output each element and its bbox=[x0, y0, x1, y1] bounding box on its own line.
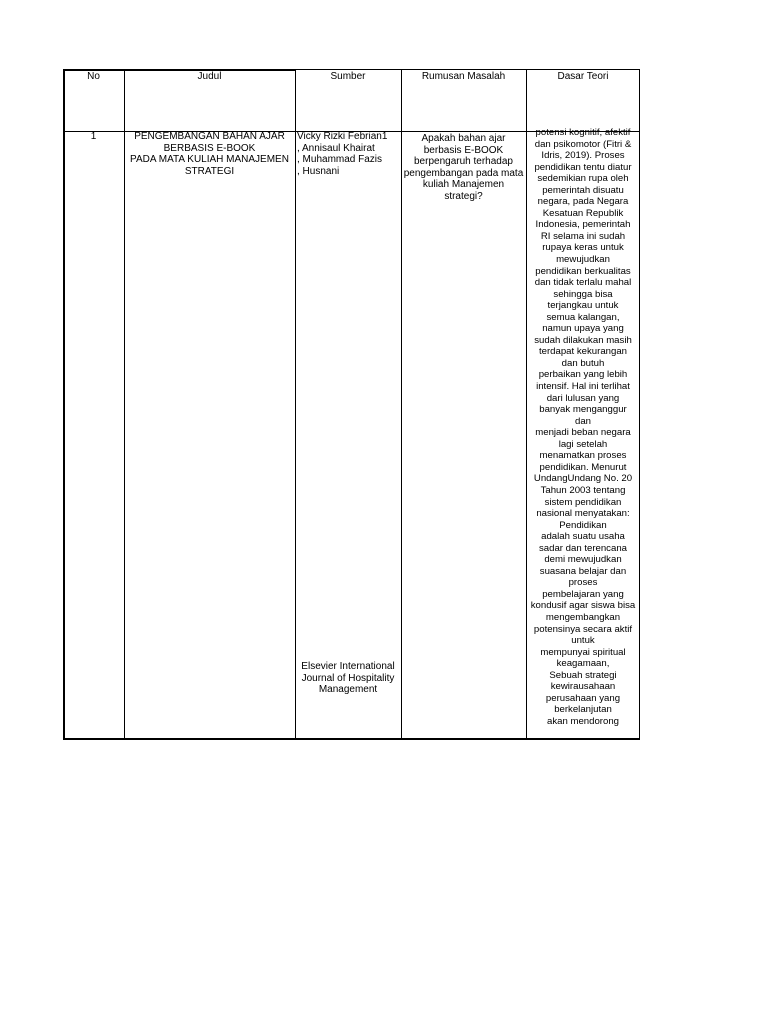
dasar-teori-line: intensif. Hal ini terlihat bbox=[536, 381, 630, 393]
dasar-teori-line: sistem pendidikan bbox=[544, 496, 622, 508]
row-no: 1 bbox=[90, 131, 97, 142]
dasar-teori-line: pendidikan. Menurut bbox=[539, 461, 627, 473]
dasar-teori-line: lagi setelah bbox=[558, 438, 608, 450]
dasar-teori-line: kewirausahaan bbox=[550, 681, 616, 693]
judul-line: PADA MATA KULIAH MANAJEMEN bbox=[130, 154, 289, 165]
row-rumusan-masalah bbox=[401, 131, 526, 202]
rumusan-line: berbasis E-BOOK bbox=[423, 144, 504, 156]
dasar-teori-line: RI selama ini sudah bbox=[540, 230, 626, 242]
rumusan-line: strategi? bbox=[444, 190, 483, 202]
rumusan-line: Apakah bahan ajar bbox=[421, 133, 506, 144]
judul-line: BERBASIS E-BOOK bbox=[163, 142, 256, 154]
dasar-teori-line: UndangUndang No. 20 bbox=[533, 473, 633, 485]
dasar-teori-line: dari lulusan yang bbox=[546, 392, 620, 404]
dasar-teori-line: perusahaan yang bbox=[545, 692, 621, 704]
dasar-teori-line: dan bbox=[574, 415, 591, 427]
dasar-teori-line: menamatkan proses bbox=[539, 450, 627, 462]
dasar-teori-line: Tahun 2003 tentang bbox=[540, 484, 626, 496]
dasar-teori-line: dan psikomotor (Fitri & bbox=[534, 138, 632, 150]
top-border-right bbox=[295, 69, 640, 70]
dasar-teori-line: pendidikan tentu diatur bbox=[534, 161, 632, 173]
rumusan-line: berpengaruh terhadap bbox=[414, 156, 513, 167]
dasar-teori-line: Pendidikan bbox=[559, 519, 607, 531]
bottom-border bbox=[63, 738, 640, 740]
dasar-teori-line: Indonesia, pemerintah bbox=[535, 219, 631, 231]
dasar-teori-line: semua kalangan, bbox=[546, 311, 620, 323]
dasar-teori-line: terdapat kekurangan bbox=[538, 346, 627, 358]
header-judul: Judul bbox=[197, 71, 222, 82]
dasar-teori-line: negara, pada Negara bbox=[537, 196, 629, 208]
dasar-teori-line: mengembangkan bbox=[545, 611, 621, 623]
judul-line: PENGEMBANGAN BAHAN AJAR bbox=[134, 131, 285, 142]
dasar-teori-line: berkelanjutan bbox=[554, 704, 612, 716]
author-line: , Annisaul Khairat bbox=[297, 142, 375, 154]
author-line: , Muhammad Fazis bbox=[297, 154, 383, 165]
dasar-teori-line: dan tidak terlalu mahal bbox=[534, 277, 632, 289]
journal-line: Journal of Hospitality bbox=[301, 672, 395, 684]
dasar-teori-line: untuk bbox=[571, 635, 595, 647]
dasar-teori-line: kondusif agar siswa bisa bbox=[530, 600, 636, 612]
header-dasar-teori: Dasar Teori bbox=[557, 71, 609, 82]
dasar-teori-line: pemerintah disuatu bbox=[542, 184, 624, 196]
dasar-teori-line: pembelajaran yang bbox=[542, 588, 624, 600]
dasar-teori-line: demi mewujudkan bbox=[544, 554, 622, 566]
rumusan-line: kuliah Manajemen bbox=[422, 179, 505, 190]
judul-line: STRATEGI bbox=[184, 165, 235, 177]
dasar-teori-line: suasana belajar dan bbox=[539, 565, 627, 577]
journal-line: Elsevier International bbox=[301, 661, 395, 672]
dasar-teori-line: nasional menyatakan: bbox=[536, 508, 630, 520]
dasar-teori-line: mewujudkan bbox=[556, 254, 610, 266]
dasar-teori-line: perbaikan yang lebih bbox=[538, 369, 628, 381]
dasar-teori-line: sedemikian rupa oleh bbox=[537, 173, 629, 185]
dasar-teori-line: Idris, 2019). Proses bbox=[541, 150, 625, 162]
dasar-teori-line: proses bbox=[568, 577, 598, 589]
dasar-teori-line: potensinya secara aktif bbox=[533, 623, 633, 635]
dasar-teori-line: menjadi beban negara bbox=[535, 427, 631, 439]
dasar-teori-line: sudah dilakukan masih bbox=[534, 334, 632, 346]
author-line: Vicky Rizki Febrian1 bbox=[297, 131, 388, 142]
header-sumber: Sumber bbox=[330, 71, 366, 82]
dasar-teori-line: terjangkau untuk bbox=[547, 300, 619, 312]
dasar-teori-line: potensi kognitif, afektif bbox=[535, 127, 631, 138]
row-sumber-authors bbox=[295, 131, 401, 177]
dasar-teori-line: Sebuah strategi bbox=[549, 669, 617, 681]
dasar-teori-line: keagamaan, bbox=[556, 658, 610, 670]
row-judul bbox=[124, 131, 295, 177]
dasar-teori-line: adalah suatu usaha bbox=[541, 531, 625, 543]
dasar-teori-line: namun upaya yang bbox=[542, 323, 624, 335]
header-rumusan-masalah: Rumusan Masalah bbox=[421, 71, 506, 82]
rumusan-line: pengembangan pada mata bbox=[403, 167, 524, 179]
dasar-teori-line: Kesatuan Republik bbox=[542, 207, 624, 219]
data-table bbox=[63, 69, 640, 739]
journal-line: Management bbox=[318, 684, 378, 695]
dasar-teori-line: banyak menganggur bbox=[539, 404, 627, 416]
dasar-teori-line: mempunyai spiritual bbox=[540, 646, 626, 658]
dasar-teori-line: akan mendorong bbox=[546, 715, 619, 727]
dasar-teori-line: sadar dan terencana bbox=[538, 542, 627, 554]
header-no: No bbox=[87, 71, 100, 82]
row-dasar-teori bbox=[526, 127, 640, 737]
dasar-teori-line: pendidikan berkualitas bbox=[535, 265, 631, 277]
dasar-teori-line: sehingga bisa bbox=[553, 288, 613, 300]
row-sumber-journal bbox=[295, 661, 401, 696]
author-line: , Husnani bbox=[297, 165, 340, 177]
dasar-teori-line: rupaya keras untuk bbox=[542, 242, 624, 254]
dasar-teori-line: dan butuh bbox=[561, 357, 605, 369]
col-line-0 bbox=[63, 69, 65, 739]
